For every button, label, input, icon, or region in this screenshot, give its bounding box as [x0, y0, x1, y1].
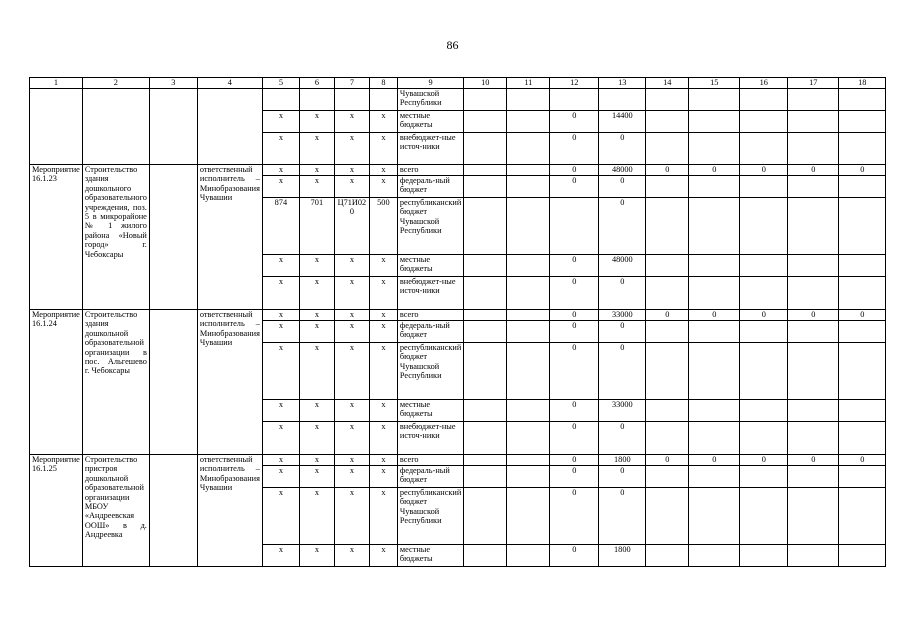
cell-empty — [839, 255, 886, 277]
cell-value: 0 — [646, 455, 689, 466]
cell-empty — [507, 255, 550, 277]
cell-empty — [299, 89, 334, 111]
cell-value: 0 — [550, 422, 599, 455]
cell-section: x — [299, 422, 334, 455]
cell-empty — [839, 198, 886, 255]
cell-empty — [689, 176, 740, 198]
cell-empty — [464, 89, 507, 111]
cell-funding-source: местные бюджеты — [397, 255, 463, 277]
cell-empty — [839, 343, 886, 400]
cell-empty — [149, 89, 197, 165]
cell-empty — [689, 466, 740, 488]
cell-value: 0 — [788, 165, 839, 176]
header-cell: 9 — [397, 78, 463, 89]
cell-value: 0 — [740, 310, 788, 321]
cell-funding-source: федераль-ный бюджет — [397, 466, 463, 488]
cell-grbs: x — [262, 255, 299, 277]
header-cell: 18 — [839, 78, 886, 89]
cell-empty — [740, 277, 788, 310]
cell-empty — [507, 310, 550, 321]
cell-value: 0 — [550, 111, 599, 133]
cell-empty — [507, 545, 550, 567]
cell-funding-source: Чувашской Республики — [397, 89, 463, 111]
cell-empty — [788, 545, 839, 567]
cell-target-article: x — [334, 176, 369, 198]
cell-empty — [149, 455, 197, 567]
cell-empty — [740, 255, 788, 277]
cell-value: 0 — [788, 310, 839, 321]
cell-empty — [149, 165, 197, 310]
cell-empty — [464, 198, 507, 255]
cell-target-article: x — [334, 343, 369, 400]
cell-empty — [788, 176, 839, 198]
cell-target-article: x — [334, 545, 369, 567]
cell-empty — [464, 400, 507, 422]
cell-grbs: x — [262, 111, 299, 133]
cell-funding-source: федераль-ный бюджет — [397, 176, 463, 198]
cell-empty — [788, 466, 839, 488]
cell-empty — [646, 343, 689, 400]
cell-section: x — [299, 277, 334, 310]
cell-value: 1800 — [599, 455, 646, 466]
cell-empty — [788, 89, 839, 111]
cell-value: 0 — [550, 455, 599, 466]
cell-empty — [839, 488, 886, 545]
cell-expense-type: x — [369, 165, 397, 176]
cell-grbs: x — [262, 545, 299, 567]
header-cell: 7 — [334, 78, 369, 89]
cell-grbs: x — [262, 422, 299, 455]
table-row — [30, 310, 886, 321]
cell-funding-source: республиканский бюджет Чувашской Республики — [397, 343, 463, 400]
cell-empty — [740, 111, 788, 133]
cell-section: x — [299, 343, 334, 400]
cell-empty — [740, 343, 788, 400]
page-number: 86 — [446, 38, 459, 52]
cell-value: 0 — [599, 176, 646, 198]
cell-expense-type: 500 — [369, 198, 397, 255]
cell-empty — [646, 466, 689, 488]
cell-value: 0 — [740, 165, 788, 176]
cell-value: 0 — [599, 488, 646, 545]
cell-empty — [740, 422, 788, 455]
cell-grbs: x — [262, 133, 299, 165]
cell-value: 0 — [839, 455, 886, 466]
cell-section: x — [299, 255, 334, 277]
cell-empty — [839, 466, 886, 488]
cell-empty — [646, 400, 689, 422]
header-cell: 8 — [369, 78, 397, 89]
cell-empty — [839, 321, 886, 343]
cell-target-article: x — [334, 422, 369, 455]
cell-expense-type: x — [369, 321, 397, 343]
cell-funding-source: местные бюджеты — [397, 111, 463, 133]
header-cell: 15 — [689, 78, 740, 89]
cell-empty — [507, 111, 550, 133]
cell-empty — [839, 133, 886, 165]
cell-empty — [646, 89, 689, 111]
header-cell: 13 — [599, 78, 646, 89]
cell-grbs: x — [262, 277, 299, 310]
cell-empty — [788, 488, 839, 545]
cell-target-article: x — [334, 255, 369, 277]
header-cell: 6 — [299, 78, 334, 89]
cell-section: x — [299, 165, 334, 176]
cell-value: 0 — [599, 198, 646, 255]
cell-empty — [740, 176, 788, 198]
cell-empty — [464, 321, 507, 343]
cell-funding-source: местные бюджеты — [397, 545, 463, 567]
cell-empty — [464, 343, 507, 400]
cell-funding-source: республиканский бюджет Чувашской Республики — [397, 488, 463, 545]
cell-empty — [82, 89, 149, 165]
header-cell: 12 — [550, 78, 599, 89]
cell-empty — [740, 198, 788, 255]
cell-grbs: x — [262, 310, 299, 321]
cell-value: 0 — [740, 455, 788, 466]
cell-expense-type: x — [369, 133, 397, 165]
cell-value: 1800 — [599, 545, 646, 567]
cell-empty — [740, 488, 788, 545]
cell-target-article: x — [334, 310, 369, 321]
cell-target-article: x — [334, 133, 369, 165]
cell-value: 0 — [550, 321, 599, 343]
cell-empty — [464, 255, 507, 277]
cell-empty — [464, 133, 507, 165]
cell-empty — [689, 198, 740, 255]
cell-empty — [839, 111, 886, 133]
cell-empty — [689, 400, 740, 422]
cell-expense-type: x — [369, 277, 397, 310]
cell-expense-type: x — [369, 455, 397, 466]
cell-value: 0 — [550, 343, 599, 400]
header-row — [30, 78, 886, 89]
table-row — [30, 455, 886, 466]
cell-target-article: x — [334, 400, 369, 422]
cell-section: x — [299, 466, 334, 488]
cell-empty — [507, 343, 550, 400]
cell-empty — [646, 198, 689, 255]
cell-empty — [839, 545, 886, 567]
cell-value: 0 — [550, 176, 599, 198]
cell-event-id: Мероприятие 16.1.23 — [30, 165, 83, 310]
cell-grbs: x — [262, 176, 299, 198]
cell-value: 0 — [689, 165, 740, 176]
cell-empty — [689, 545, 740, 567]
cell-empty — [30, 89, 83, 165]
cell-empty — [646, 133, 689, 165]
cell-empty — [334, 89, 369, 111]
cell-empty — [839, 89, 886, 111]
cell-value: 48000 — [599, 255, 646, 277]
cell-empty — [507, 176, 550, 198]
cell-empty — [507, 488, 550, 545]
cell-value: 33000 — [599, 400, 646, 422]
cell-value: 0 — [550, 545, 599, 567]
cell-funding-source: федераль-ный бюджет — [397, 321, 463, 343]
cell-grbs: x — [262, 400, 299, 422]
cell-empty — [507, 133, 550, 165]
cell-executor: ответственный исполнитель – Минобразования Чувашии — [197, 455, 262, 567]
cell-expense-type: x — [369, 176, 397, 198]
cell-grbs: x — [262, 165, 299, 176]
cell-empty — [646, 488, 689, 545]
cell-empty — [464, 176, 507, 198]
header-cell: 3 — [149, 78, 197, 89]
cell-empty — [464, 310, 507, 321]
cell-value: 0 — [550, 277, 599, 310]
cell-value: 0 — [550, 466, 599, 488]
cell-empty — [646, 111, 689, 133]
cell-empty — [788, 422, 839, 455]
cell-empty — [149, 310, 197, 455]
cell-empty — [464, 466, 507, 488]
cell-target-article: x — [334, 466, 369, 488]
cell-empty — [646, 176, 689, 198]
cell-grbs: x — [262, 321, 299, 343]
cell-empty — [464, 165, 507, 176]
cell-empty — [689, 111, 740, 133]
cell-expense-type: x — [369, 400, 397, 422]
cell-empty — [646, 422, 689, 455]
cell-section: x — [299, 321, 334, 343]
cell-empty — [839, 422, 886, 455]
cell-expense-type: x — [369, 310, 397, 321]
cell-expense-type: x — [369, 422, 397, 455]
cell-empty — [740, 545, 788, 567]
header-cell: 10 — [464, 78, 507, 89]
cell-empty — [788, 111, 839, 133]
cell-value: 0 — [689, 455, 740, 466]
cell-funding-source: внебюджет-ные источ-ники — [397, 277, 463, 310]
cell-funding-source: внебюджет-ные источ-ники — [397, 422, 463, 455]
cell-value: 0 — [550, 165, 599, 176]
cell-grbs: x — [262, 455, 299, 466]
cell-section: x — [299, 133, 334, 165]
cell-empty — [788, 277, 839, 310]
header-cell: 17 — [788, 78, 839, 89]
cell-section: x — [299, 400, 334, 422]
header-cell: 14 — [646, 78, 689, 89]
cell-value — [550, 198, 599, 255]
cell-event-name: Строительство пристроя дошкольной образовательной организации МБОУ «Андреевская ООШ» в д. Андреевка — [82, 455, 149, 567]
cell-empty — [507, 165, 550, 176]
table-row — [30, 89, 886, 111]
cell-empty — [646, 545, 689, 567]
cell-value: 0 — [599, 277, 646, 310]
cell-expense-type: x — [369, 466, 397, 488]
cell-value: 48000 — [599, 165, 646, 176]
cell-value: 0 — [788, 455, 839, 466]
cell-empty — [507, 466, 550, 488]
cell-target-article: x — [334, 321, 369, 343]
cell-value: 0 — [646, 165, 689, 176]
cell-value: 0 — [599, 343, 646, 400]
header-cell: 5 — [262, 78, 299, 89]
cell-empty — [646, 277, 689, 310]
cell-grbs: x — [262, 488, 299, 545]
header-cell: 11 — [507, 78, 550, 89]
cell-funding-source: местные бюджеты — [397, 400, 463, 422]
cell-empty — [369, 89, 397, 111]
cell-section: x — [299, 310, 334, 321]
cell-empty — [599, 89, 646, 111]
cell-target-article: x — [334, 488, 369, 545]
cell-empty — [740, 89, 788, 111]
cell-empty — [689, 89, 740, 111]
budget-table — [29, 77, 886, 567]
cell-expense-type: x — [369, 255, 397, 277]
cell-empty — [689, 133, 740, 165]
cell-executor: ответственный исполнитель – Минобразования Чувашии — [197, 310, 262, 455]
cell-empty — [788, 133, 839, 165]
cell-value: 0 — [550, 400, 599, 422]
cell-event-id: Мероприятие 16.1.24 — [30, 310, 83, 455]
cell-empty — [507, 455, 550, 466]
cell-empty — [689, 422, 740, 455]
cell-event-name: Строительство здания дошкольной образовательной организации в пос. Альгешево г. Чебоксары — [82, 310, 149, 455]
cell-empty — [464, 455, 507, 466]
cell-empty — [464, 422, 507, 455]
cell-empty — [197, 89, 262, 165]
cell-grbs: x — [262, 466, 299, 488]
cell-empty — [689, 343, 740, 400]
cell-value: 0 — [646, 310, 689, 321]
cell-empty — [507, 89, 550, 111]
cell-value: 33000 — [599, 310, 646, 321]
cell-empty — [507, 422, 550, 455]
cell-empty — [507, 198, 550, 255]
cell-empty — [689, 277, 740, 310]
cell-section: x — [299, 111, 334, 133]
cell-empty — [740, 133, 788, 165]
cell-empty — [788, 198, 839, 255]
header-cell: 1 — [30, 78, 83, 89]
cell-value: 0 — [550, 255, 599, 277]
cell-value: 0 — [550, 488, 599, 545]
cell-empty — [788, 321, 839, 343]
cell-section: 701 — [299, 198, 334, 255]
cell-expense-type: x — [369, 111, 397, 133]
cell-empty — [464, 545, 507, 567]
cell-target-article: Ц71И020 — [334, 198, 369, 255]
cell-section: x — [299, 176, 334, 198]
header-cell: 4 — [197, 78, 262, 89]
cell-empty — [788, 343, 839, 400]
cell-expense-type: x — [369, 343, 397, 400]
cell-empty — [507, 400, 550, 422]
cell-empty — [788, 255, 839, 277]
cell-empty — [689, 255, 740, 277]
cell-empty — [689, 321, 740, 343]
cell-empty — [839, 277, 886, 310]
cell-target-article: x — [334, 455, 369, 466]
cell-empty — [839, 400, 886, 422]
cell-expense-type: x — [369, 488, 397, 545]
cell-value: 0 — [689, 310, 740, 321]
cell-empty — [839, 176, 886, 198]
cell-empty — [507, 321, 550, 343]
cell-empty — [464, 111, 507, 133]
cell-empty — [262, 89, 299, 111]
cell-value: 14400 — [599, 111, 646, 133]
cell-value: 0 — [599, 466, 646, 488]
cell-empty — [646, 255, 689, 277]
cell-section: x — [299, 488, 334, 545]
cell-empty — [740, 400, 788, 422]
cell-empty — [464, 277, 507, 310]
cell-empty — [740, 466, 788, 488]
cell-event-name: Строительство здания дошкольного образовательного учреждения, поз. 5 в микрорайоне № 1 жилого района «Новый город» г. Чебоксары — [82, 165, 149, 310]
cell-event-id: Мероприятие 16.1.25 — [30, 455, 83, 567]
cell-value: 0 — [550, 310, 599, 321]
cell-section: x — [299, 455, 334, 466]
cell-value: 0 — [839, 310, 886, 321]
cell-executor: ответственный исполнитель – Минобразования Чувашии — [197, 165, 262, 310]
cell-value: 0 — [839, 165, 886, 176]
cell-expense-type: x — [369, 545, 397, 567]
cell-empty — [740, 321, 788, 343]
cell-funding-source: всего — [397, 455, 463, 466]
cell-empty — [788, 400, 839, 422]
cell-section: x — [299, 545, 334, 567]
header-cell: 2 — [82, 78, 149, 89]
cell-funding-source: республиканский бюджет Чувашской Республики — [397, 198, 463, 255]
cell-empty — [464, 488, 507, 545]
cell-funding-source: всего — [397, 310, 463, 321]
cell-empty — [689, 488, 740, 545]
cell-funding-source: всего — [397, 165, 463, 176]
cell-target-article: x — [334, 165, 369, 176]
header-cell: 16 — [740, 78, 788, 89]
cell-grbs: 874 — [262, 198, 299, 255]
cell-value: 0 — [599, 321, 646, 343]
table-row — [30, 165, 886, 176]
cell-target-article: x — [334, 277, 369, 310]
cell-empty — [507, 277, 550, 310]
cell-empty — [550, 89, 599, 111]
cell-grbs: x — [262, 343, 299, 400]
cell-funding-source: внебюджет-ные источ-ники — [397, 133, 463, 165]
cell-value: 0 — [599, 133, 646, 165]
cell-value: 0 — [599, 422, 646, 455]
cell-target-article: x — [334, 111, 369, 133]
cell-value: 0 — [550, 133, 599, 165]
cell-empty — [646, 321, 689, 343]
